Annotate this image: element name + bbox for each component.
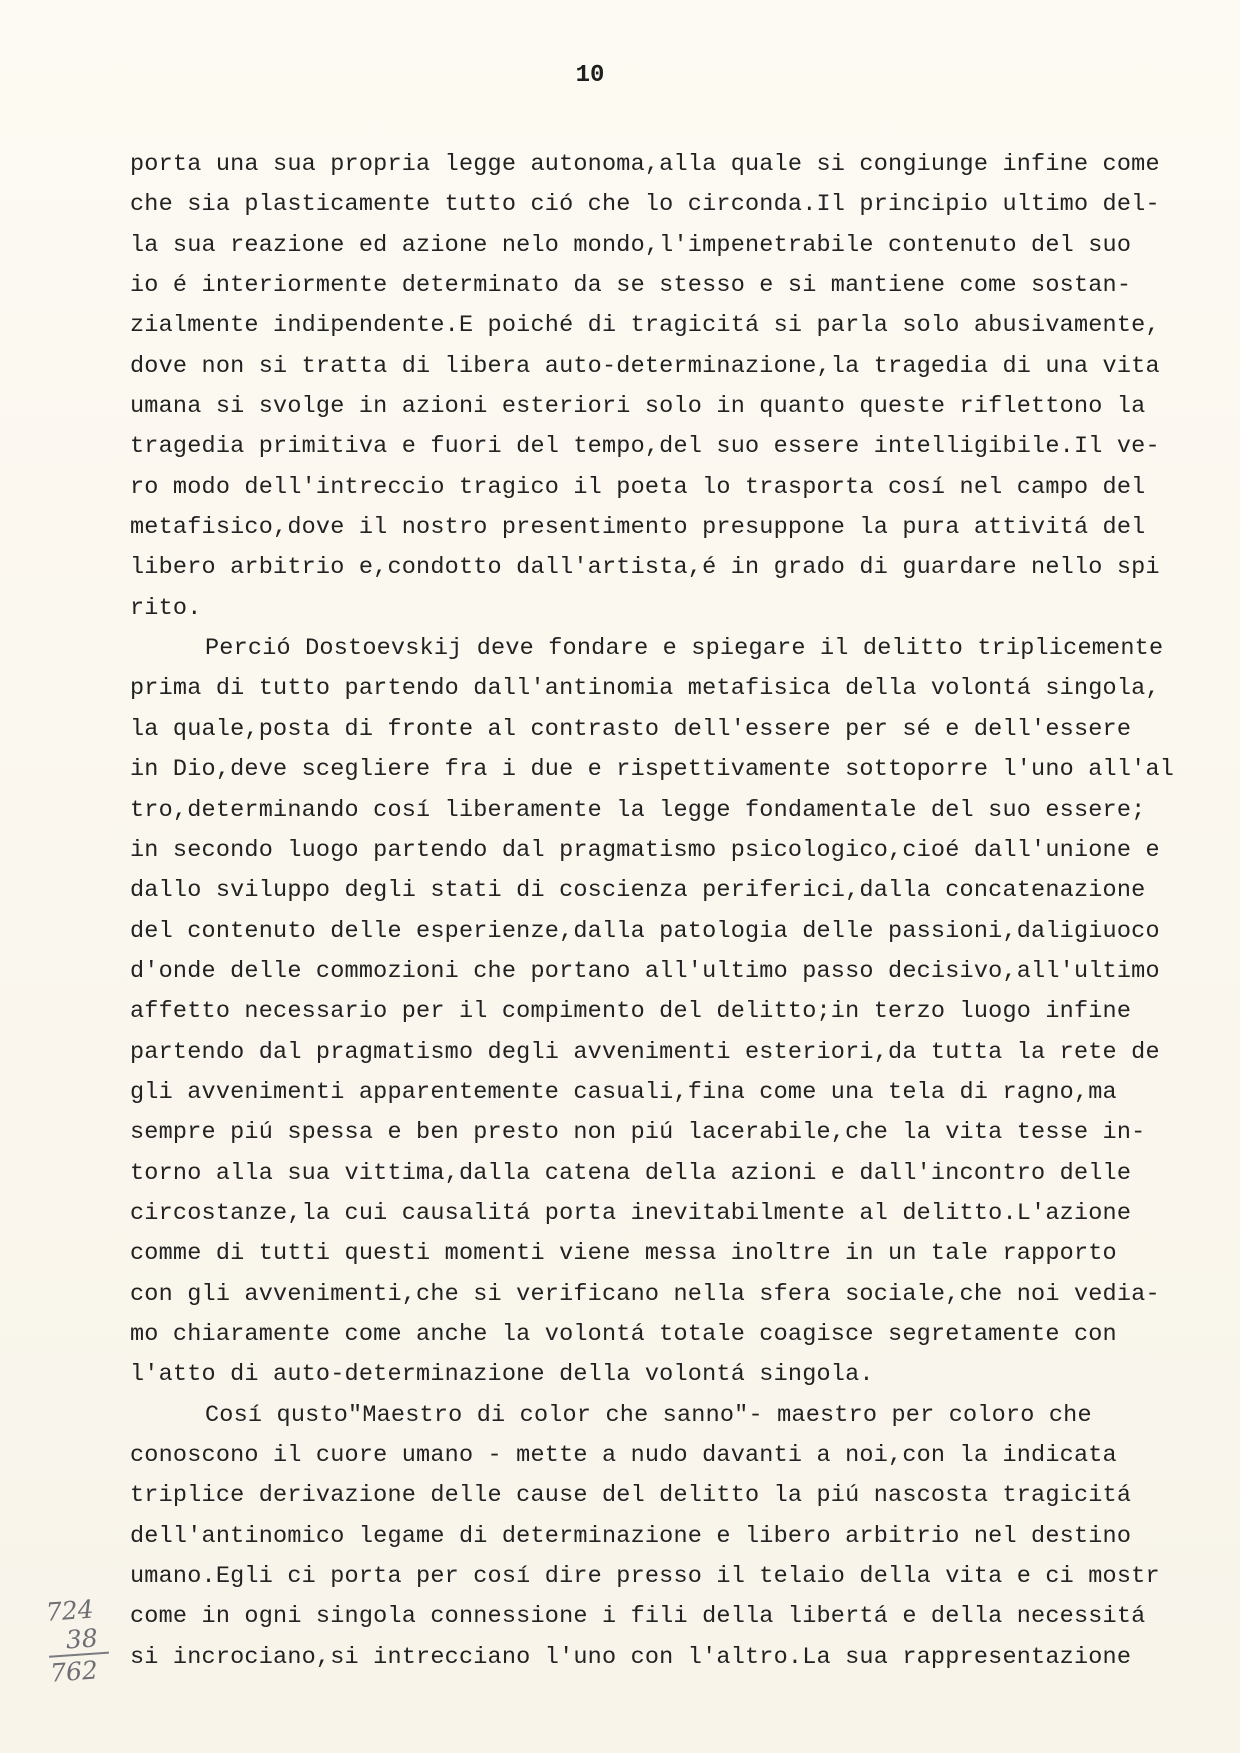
text-line: del contenuto delle esperienze,dalla patologia delle passioni,daligiuoco bbox=[130, 917, 1160, 945]
text-line: in Dio,deve scegliere fra i due e rispettivamente sottoporre l'uno all'al bbox=[130, 756, 1175, 784]
text-line: libero arbitrio e,condotto dall'artista,é in grado di guardare nello spi bbox=[130, 554, 1160, 582]
text-line: in secondo luogo partendo dal pragmatismo psicologico,cioé dall'unione e bbox=[130, 836, 1160, 864]
page-number: 10 bbox=[575, 62, 605, 89]
text-line: con gli avvenimenti,che si verificano nella sfera sociale,che noi vedia- bbox=[130, 1280, 1160, 1308]
text-line: sempre piú spessa e ben presto non piú lacerabile,che la vita tesse in- bbox=[130, 1119, 1146, 1147]
margin-note-number: 724 bbox=[44, 1594, 95, 1627]
text-line: umano.Egli ci porta per cosí dire presso il telaio della vita e ci mostr bbox=[130, 1563, 1160, 1591]
text-line: comme di tutti questi momenti viene messa inoltre in un tale rapporto bbox=[130, 1240, 1117, 1268]
text-line: dallo sviluppo degli stati di coscienza periferici,dalla concatenazione bbox=[130, 877, 1146, 905]
text-line: Perció Dostoevskij deve fondare e spiegare il delitto triplicemente bbox=[205, 635, 1164, 663]
text-line: l'atto di auto-determinazione della volontá singola. bbox=[130, 1361, 874, 1389]
text-line: che sia plasticamente tutto ció che lo circonda.Il principio ultimo del- bbox=[130, 191, 1160, 219]
text-line: d'onde delle commozioni che portano all'ultimo passo decisivo,all'ultimo bbox=[130, 957, 1160, 985]
margin-note-number: 38 bbox=[64, 1623, 99, 1655]
text-line: Cosí qusto"Maestro di color che sanno"- maestro per coloro che bbox=[205, 1401, 1092, 1429]
text-line: circostanze,la cui causalitá porta inevitabilmente al delitto.L'azione bbox=[130, 1199, 1132, 1227]
text-line: dove non si tratta di libera auto-determinazione,la tragedia di una vita bbox=[130, 352, 1160, 380]
text-line: conoscono il cuore umano - mette a nudo davanti a noi,con la indicata bbox=[130, 1442, 1117, 1469]
text-line: mo chiaramente come anche la volontá totale coagisce segretamente con bbox=[130, 1320, 1117, 1348]
text-line: affetto necessario per il compimento del delitto;in terzo luogo infine bbox=[130, 998, 1132, 1026]
text-line: la quale,posta di fronte al contrasto dell'essere per sé e dell'essere bbox=[130, 715, 1132, 743]
text-line: porta una sua propria legge autonoma,alla quale si congiunge infine come bbox=[130, 151, 1160, 178]
text-line: gli avvenimenti apparentemente casuali,fina come una tela di ragno,ma bbox=[130, 1078, 1117, 1106]
text-line: triplice derivazione delle cause del delitto la piú nascosta tragicitá bbox=[130, 1482, 1132, 1510]
text-line: come in ogni singola connessione i fili della libertá e della necessitá bbox=[130, 1603, 1146, 1631]
text-line: ro modo dell'intreccio tragico il poeta lo trasporta cosí nel campo del bbox=[130, 473, 1146, 501]
text-line: si incrociano,si intrecciano l'uno con l'altro.La sua rappresentazione bbox=[130, 1643, 1132, 1671]
text-line: umana si svolge in azioni esteriori solo in quanto queste riflettono la bbox=[130, 393, 1146, 421]
text-line: tro,determinando cosí liberamente la legge fondamentale del suo essere; bbox=[130, 796, 1146, 824]
text-line: torno alla sua vittima,dalla catena della azioni e dall'incontro delle bbox=[130, 1159, 1132, 1187]
text-line: metafisico,dove il nostro presentimento presuppone la pura attivitá del bbox=[130, 514, 1146, 542]
handwritten-margin-note bbox=[45, 1592, 131, 1687]
text-line: partendo dal pragmatismo degli avvenimenti esteriori,da tutta la rete de bbox=[130, 1038, 1160, 1066]
text-line: la sua reazione ed azione nelo mondo,l'impenetrabile contenuto del suo bbox=[130, 231, 1132, 259]
body-text bbox=[130, 145, 1220, 1678]
text-line: prima di tutto partendo dall'antinomia metafisica della volontá singola, bbox=[130, 675, 1160, 703]
text-line: zialmente indipendente.E poiché di tragicitá si parla solo abusivamente, bbox=[130, 312, 1160, 340]
text-line: io é interiormente determinato da se stesso e si mantiene come sostan- bbox=[130, 272, 1132, 300]
text-line: dell'antinomico legame di determinazione e libero arbitrio nel destino bbox=[130, 1522, 1132, 1550]
text-line: rito. bbox=[130, 594, 202, 622]
text-line: tragedia primitiva e fuori del tempo,del suo essere intelligibile.Il ve- bbox=[130, 433, 1160, 461]
margin-note-number: 762 bbox=[49, 1652, 111, 1688]
